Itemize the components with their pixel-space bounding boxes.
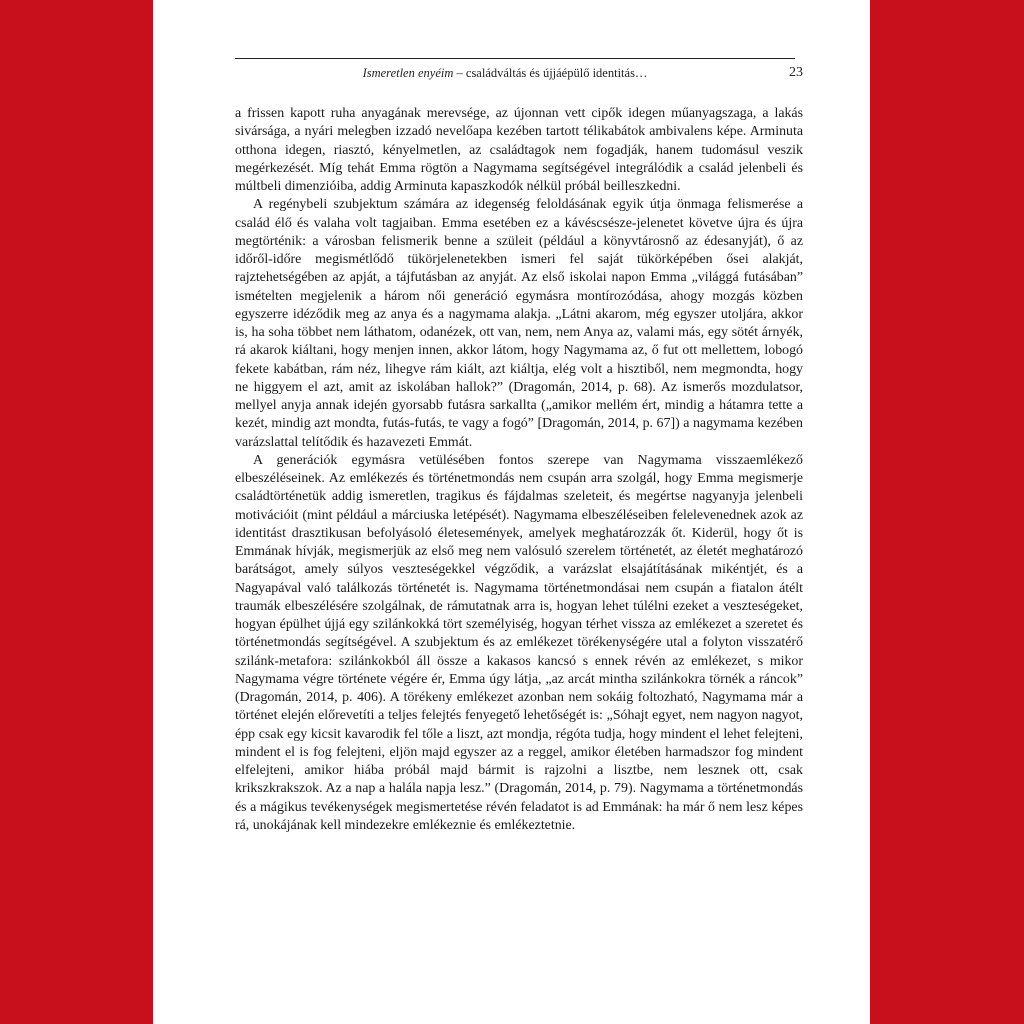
body-text bbox=[235, 105, 803, 835]
paragraph: a frissen kapott ruha anyagának merevsége, az újonnan vett cipők idegen műanyagszaga, a lakás sivársága, a nyári melegben izzadó nevelőapa kezében tartott télikabátok ambivalens képe. Arminuta otthona idegen, riasztó, kényelmetlen, az családtagok nem fogadják, hanem tudomásul veszik megérkezését. Míg tehát Emma rögtön a Nagymama segítségével integrálódik a család jelenbeli és múltbeli dimenzióiba, addig Arminuta kapaszkodók nélkül próbál beilleszkedni. bbox=[235, 106, 803, 194]
paragraph: A generációk egymásra vetülésében fontos szerepe van Nagymama visszaemlékező elbeszéléseinek. Az emlékezés és történetmondás nem csupán arra szolgál, hogy Emma megismerje családtörténetük addig ismeretlen, tragikus és fájdalmas szeleteit, és megértse nagyanyja jelenbeli motivációit (mint például a márciuska letépését). Nagymama elbeszéléseiben felelevenednek azok az identitást drasztikusan befolyásoló életesemények, amelyek meghatározzák őt. Kiderül, hogy őt is Emmának hívják, megismerjük az első meg nem valósuló szerelem történetét, az életét meghatározó barátságot, amely súlyos veszteségekkel végződik, a varázslat elsajátításának mikéntjét, és a Nagyapával való találkozás történetét is. Nagymama történetmondásai nem csupán a fiatalon átélt traumák elbeszélésére szolgálnak, de rámutatnak arra is, hogyan lehet túlélni ezeket a veszteségeket, hogyan épülhet újjá egy szilánkokká tört személyiség, hogyan térhet vissza az emlékezet a szeretet és történetmondás segítségével. A szubjektum és az emlékezet törékenységére utal a folyton visszatérő szilánk-metafora: szilánkokból áll össze a kakasos kancsó s ennek révén az emlékezet, s mikor Nagymama végre története végére ér, Emma úgy látja, „az arcát mintha szilánkokra törnék a ráncok” (Dragomán, 2014, p. 406). A törékeny emlékezet azonban nem sokáig foltozható, Nagymama már a történet elején előrevetíti a teljes felejtés fenyegető lehetőségét is: „Sóhajt egyet, nem nagyon nagyot, épp csak egy kicsit kavarodik fel tőle a liszt, azt mondja, régóta tudja, hogy mindent el lehet felejteni, mindent el is fog felejteni, eljön majd egyszer az a reggel, amikor életében harmadszor fog mindent elfelejteni, amikor hiába próbál majd bármit is rajzolni a lisztbe, nem lesznek ott, csak krikszkrakszok. Az a nap a halála napja lesz.” (Dragomán, 2014, p. 79). Nagymama a történetmondás és a mágikus tevékenységek megismertetése révén feladatot is ad Emmának: ha már ő nem lesz képes rá, unokájának kell mindezekre emlékeznie és emlékeztetnie. bbox=[235, 452, 803, 833]
running-header-title-rest: – családváltás és újjáépülő identitás… bbox=[453, 66, 648, 80]
running-header bbox=[235, 58, 803, 81]
book-page bbox=[153, 0, 870, 1024]
running-header-title-italic: Ismeretlen enyéim bbox=[362, 66, 454, 80]
paragraph: A regénybeli szubjektum számára az idegenség feloldásának egyik útja önmaga felismerése a család élő és valaha volt tagjaiban. Emma esetében ez a kávéscsésze-jelenetet követve újra és újra megtörténik: a városban felismerik benne a szüleit (például a könyvtárosnő az édesanyját), ő az időről-időre megismétlődő tükörjelenetekben ismeri fel saját tükörképében ősei alakját, rajztehetségében az apját, a tájfutásban az anyját. Az első iskolai napon Emma „világgá futásában” ismételten megjelenik a három női generáció egymásra montírozódása, ahogy mozgás közben egyszerre idéződik meg az anya és a nagymama alakja. „Látni akarom, még egyszer utoljára, akkor is, ha soha többet nem láthatom, odanézek, ott van, nem, nem Anya az, valami más, egy sötét árnyék, rá akarok kiáltani, hogy menjen innen, akkor látom, hogy Nagymama az, ő fut ott mellettem, lobogó fekete kabátban, rám néz, lihegve rám kiált, azt kiáltja, elég volt a hisztiből, nem megmondta, hogy ne higgyem el azt, amit az iskolában hallok?” (Dragomán, 2014, p. 68). Az ismerős mozdulatsor, mellyel anyja annak idején gyorsabb futásra sarkallta („amikor mellém ért, mindig a hátamra tette a kezét, mindig azt mondta, futás-futás, te vagy a fogó” [Dragomán, 2014, p. 67]) a nagymama kezében varázslattal telítődik és hazavezeti Emmát. bbox=[235, 197, 803, 450]
running-header-title bbox=[235, 66, 775, 81]
page-number: 23 bbox=[789, 65, 803, 80]
